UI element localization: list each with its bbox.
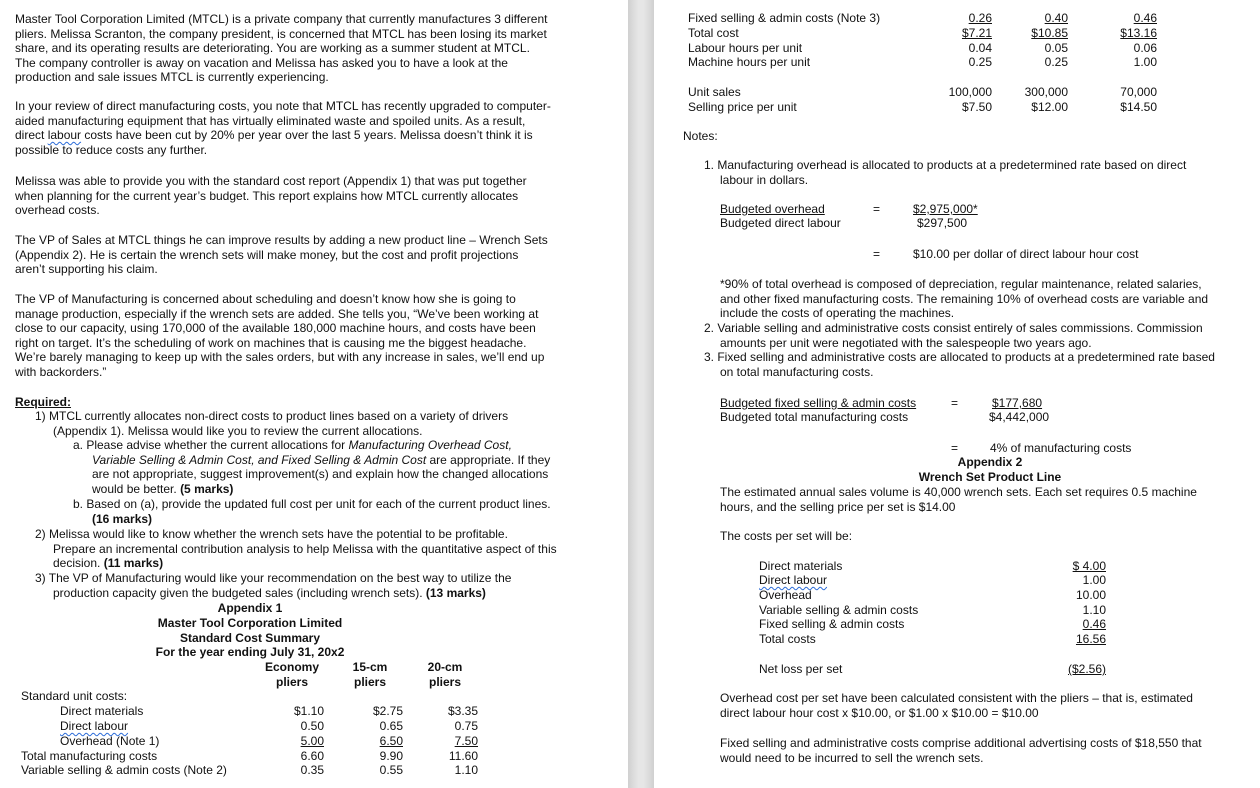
formula-numerator-label: Budgeted fixed selling & admin costs xyxy=(720,396,917,410)
cell-value: $14.50 xyxy=(1120,100,1157,114)
cell-value: 16.56 xyxy=(1075,632,1106,646)
text-line: (Appendix 2). He is certain the wrench sets will make money, but the cost and profit projections xyxy=(15,247,519,262)
row-label: Overhead xyxy=(759,588,812,602)
text-line: direct labour costs have been cut by 20% per year over the last 5 years. Melissa doesn’t think it is xyxy=(15,128,533,142)
note-2 xyxy=(704,321,1203,350)
cell-value: 0.75 xyxy=(454,719,478,733)
column-header-economy: Economy pliers xyxy=(264,660,319,689)
row-label: Direct labour xyxy=(759,573,828,587)
question-1a xyxy=(73,438,550,496)
cell-value: $13.16 xyxy=(1120,26,1157,40)
cell-value: 10.00 xyxy=(1075,588,1106,602)
row-label: Direct materials xyxy=(759,559,843,573)
appendix-1-title: Appendix 1 xyxy=(217,601,283,615)
cell-value: 0.46 xyxy=(1082,617,1106,631)
formula-denominator-value: $4,442,000 xyxy=(989,410,1050,424)
text-line: share, and its operating results are deteriorating. You are working as a summer student at MTCL. xyxy=(15,41,530,55)
vp-manufacturing-paragraph xyxy=(15,292,544,379)
text-line: Melissa was able to provide you with the standard cost report (Appendix 1) that was put together xyxy=(15,174,527,188)
cell-value: 0.26 xyxy=(968,11,992,25)
formula-denominator-label: Budgeted direct labour xyxy=(720,216,841,230)
row-label: Total cost xyxy=(688,26,739,40)
text-line: aided manufacturing equipment that has virtually eliminated waste and spoiled units. As a result, xyxy=(15,113,526,128)
right-page xyxy=(654,0,1260,788)
cell-value: 0.35 xyxy=(300,763,324,777)
text-line: a. Please advise whether the current allocations for Manufacturing Overhead Cost, xyxy=(73,438,512,452)
note-3 xyxy=(704,350,1215,379)
cell-value: 6.50 xyxy=(379,734,403,748)
text-line: possible to reduce costs any further. xyxy=(15,142,208,157)
review-paragraph xyxy=(15,99,551,157)
vp-sales-paragraph xyxy=(15,233,548,277)
row-label: Labour hours per unit xyxy=(688,41,803,55)
column-header-20cm: 20-cm pliers xyxy=(427,660,463,689)
cell-value: 0.05 xyxy=(1044,41,1068,55)
cell-value: 300,000 xyxy=(1024,85,1068,99)
costs-intro: The costs per set will be: xyxy=(720,529,853,543)
cell-value: 70,000 xyxy=(1120,85,1157,99)
formula-result: 4% of manufacturing costs xyxy=(990,441,1132,455)
net-loss-label: Net loss per set xyxy=(759,662,843,676)
text-line: Master Tool Corporation Limited (MTCL) is a private company that currently manufactures 3 different xyxy=(15,12,548,26)
cell-value: $2.75 xyxy=(372,704,403,718)
row-label: Unit sales xyxy=(688,85,741,99)
text-line: on total manufacturing costs. xyxy=(720,364,874,379)
appendix-2-title: Appendix 2 xyxy=(957,455,1023,469)
required-heading: Required: xyxy=(15,395,72,409)
text-line: would need to be incurred to sell the wrench sets. xyxy=(720,750,984,765)
formula-denominator-label: Budgeted total manufacturing costs xyxy=(720,410,909,424)
report-subtitle: Standard Cost Summary xyxy=(179,631,321,645)
cell-value: 0.40 xyxy=(1044,11,1068,25)
text-line: close to our capacity, using 170,000 of the available 180,000 machine hours, and costs have been xyxy=(15,321,536,335)
row-label: Fixed selling & admin costs xyxy=(759,617,905,631)
text-line: and other fixed manufacturing costs. The remaining 10% of overhead costs are variable and xyxy=(720,291,1209,306)
text-line: 3. Fixed selling and administrative costs are allocated to products at a predetermined rate based xyxy=(704,350,1215,364)
appendix-2-description xyxy=(720,485,1197,514)
cell-value: 1.00 xyxy=(1133,55,1157,69)
text-line: with backorders.” xyxy=(15,364,107,379)
report-period: For the year ending July 31, 20x2 xyxy=(155,645,345,659)
text-line: hours, and the selling price per set is $14.00 xyxy=(720,499,956,514)
cell-value: 100,000 xyxy=(948,85,992,99)
column-header-15cm: 15-cm pliers xyxy=(352,660,388,689)
text-line: We’re barely managing to keep up with the sales orders, but with any increase in sales, we’ll end up xyxy=(15,350,545,364)
note-1-footnote xyxy=(720,277,1208,321)
text-line: production and sale issues MTCL is currently experiencing. xyxy=(15,70,329,84)
text-line: 3) The VP of Manufacturing would like your recommendation on the best way to utilize the xyxy=(35,571,512,585)
text-line: are not appropriate, suggest improvement(s) and explain how the changed allocations xyxy=(92,467,549,481)
row-label: Total manufacturing costs xyxy=(21,749,158,763)
text-line: *90% of total overhead is composed of depreciation, regular maintenance, related salaries, xyxy=(720,277,1202,291)
text-line: The VP of Manufacturing is concerned about scheduling and doesn’t know how she is going to xyxy=(15,292,516,306)
text-line: In your review of direct manufacturing costs, you note that MTCL has recently upgraded to computer- xyxy=(15,99,551,113)
note-1 xyxy=(704,158,1186,187)
text-line: labour in dollars. xyxy=(720,172,809,187)
cell-value: 6.60 xyxy=(300,749,324,763)
formula-numerator-value: $177,680 xyxy=(992,396,1043,410)
equals-sign: = xyxy=(873,247,881,261)
formula-numerator-value: $2,975,000* xyxy=(913,202,978,216)
text-line: direct labour hour cost x $10.00, or $1.00 x $10.00 = $10.00 xyxy=(720,705,1039,720)
text-line: 1. Manufacturing overhead is allocated to products at a predetermined rate based on direct xyxy=(704,158,1187,172)
cell-value: $7.21 xyxy=(961,26,992,40)
text-line: Variable Selling & Admin Cost, and Fixed Selling & Admin Cost are appropriate. If they xyxy=(92,452,551,467)
fixed-costs-explanation xyxy=(720,736,1202,765)
cell-value: $10.85 xyxy=(1031,26,1068,40)
net-loss-value: ($2.56) xyxy=(1067,662,1106,676)
row-label: Selling price per unit xyxy=(688,100,797,114)
text-line: when planning for the current year’s budget. This report explains how MTCL currently allocates xyxy=(15,188,519,203)
text-line: decision. (11 marks) xyxy=(53,556,164,570)
cell-value: 5.00 xyxy=(300,734,324,748)
text-line: amounts per unit were negotiated with the salespeople two years ago. xyxy=(720,335,1092,350)
question-2 xyxy=(35,527,557,571)
section-label: Standard unit costs: xyxy=(21,689,128,703)
cell-value: $ 4.00 xyxy=(1072,559,1106,573)
text-line: pliers. Melissa Scranton, the company president, is concerned that MTCL has been losing its market xyxy=(15,26,547,41)
row-label: Direct materials xyxy=(60,704,144,718)
text-line: Prepare an incremental contribution analysis to help Melissa with the quantitative aspect of this xyxy=(53,541,557,556)
text-line: The estimated annual sales volume is 40,000 wrench sets. Each set requires 0.5 machine xyxy=(720,485,1197,499)
cell-value: 0.65 xyxy=(379,719,403,733)
text-line: aren’t supporting his claim. xyxy=(15,262,158,276)
row-label: Variable selling & admin costs xyxy=(759,603,919,617)
question-1b xyxy=(73,497,551,526)
cell-value: 0.25 xyxy=(1044,55,1068,69)
cell-value: 9.90 xyxy=(379,749,403,763)
formula-numerator-label: Budgeted overhead xyxy=(720,202,825,216)
appendix-2-subtitle: Wrench Set Product Line xyxy=(918,470,1062,484)
cell-value: $7.50 xyxy=(961,100,992,114)
cell-value: 1.00 xyxy=(1082,573,1106,587)
text-line: Overhead cost per set have been calculated consistent with the pliers – that is, estimated xyxy=(720,691,1193,705)
text-line: 2. Variable selling and administrative costs consist entirely of sales commissions. Commission xyxy=(704,321,1203,335)
cell-value: $12.00 xyxy=(1031,100,1068,114)
row-label: Machine hours per unit xyxy=(688,55,811,69)
standard-cost-paragraph xyxy=(15,174,527,218)
row-label: Variable selling & admin costs (Note 2) xyxy=(21,763,227,777)
equals-sign: = xyxy=(873,202,881,216)
marks: (16 marks) xyxy=(92,511,153,526)
cell-value: 0.06 xyxy=(1133,41,1157,55)
text-line: (Appendix 1). Melissa would like you to review the current allocations. xyxy=(53,423,423,438)
notes-heading: Notes: xyxy=(683,129,718,143)
cell-value: 1.10 xyxy=(454,763,478,777)
overhead-explanation xyxy=(720,691,1193,720)
cell-value: 0.46 xyxy=(1133,11,1157,25)
page-gutter xyxy=(628,0,654,788)
equals-sign: = xyxy=(951,441,959,455)
text-line: 1) MTCL currently allocates non-direct costs to product lines based on a variety of drivers xyxy=(35,409,509,423)
cell-value: 0.04 xyxy=(968,41,992,55)
text-line: right on target. It’s the scheduling of work on machines that is causing me the biggest headache. xyxy=(15,335,527,350)
row-label: Overhead (Note 1) xyxy=(60,734,160,748)
text-line: The company controller is away on vacation and Melissa has asked you to have a look at the xyxy=(15,55,508,70)
row-label: Fixed selling & admin costs (Note 3) xyxy=(688,11,881,25)
cell-value: 0.55 xyxy=(379,763,403,777)
text-line: 2) Melissa would like to know whether the wrench sets have the potential to be profitable. xyxy=(35,527,508,541)
cell-value: 7.50 xyxy=(454,734,478,748)
cell-value: $3.35 xyxy=(447,704,478,718)
question-3 xyxy=(35,571,511,600)
left-page xyxy=(0,0,628,788)
text-line: production capacity given the budgeted sales (including wrench sets). (13 marks) xyxy=(53,585,486,600)
row-label: Direct labour xyxy=(60,719,129,733)
formula-denominator-value: $297,500 xyxy=(917,216,968,230)
cell-value: $1.10 xyxy=(293,704,324,718)
company-name: Master Tool Corporation Limited xyxy=(157,616,343,630)
intro-paragraph xyxy=(15,12,547,85)
question-1 xyxy=(35,409,508,438)
text-line: manage production, especially if the wrench sets are added. She tells you, “We’ve been working at xyxy=(15,306,539,321)
text-line: would be better. (5 marks) xyxy=(92,481,234,496)
cell-value: 11.60 xyxy=(448,749,478,763)
row-label: Total costs xyxy=(759,632,816,646)
text-line: overhead costs. xyxy=(15,203,100,217)
cell-value: 0.50 xyxy=(300,719,324,733)
text-line: Fixed selling and administrative costs comprise additional advertising costs of $18,550 that xyxy=(720,736,1202,750)
formula-result: $10.00 per dollar of direct labour hour cost xyxy=(913,247,1139,261)
equals-sign: = xyxy=(951,396,959,410)
text-line: include the costs of operating the machines. xyxy=(720,306,955,320)
cell-value: 0.25 xyxy=(968,55,992,69)
text-line: b. Based on (a), provide the updated full cost per unit for each of the current product lines. xyxy=(73,497,551,511)
cell-value: 1.10 xyxy=(1082,603,1106,617)
text-line: The VP of Sales at MTCL things he can improve results by adding a new product line – Wrench Sets xyxy=(15,233,548,247)
